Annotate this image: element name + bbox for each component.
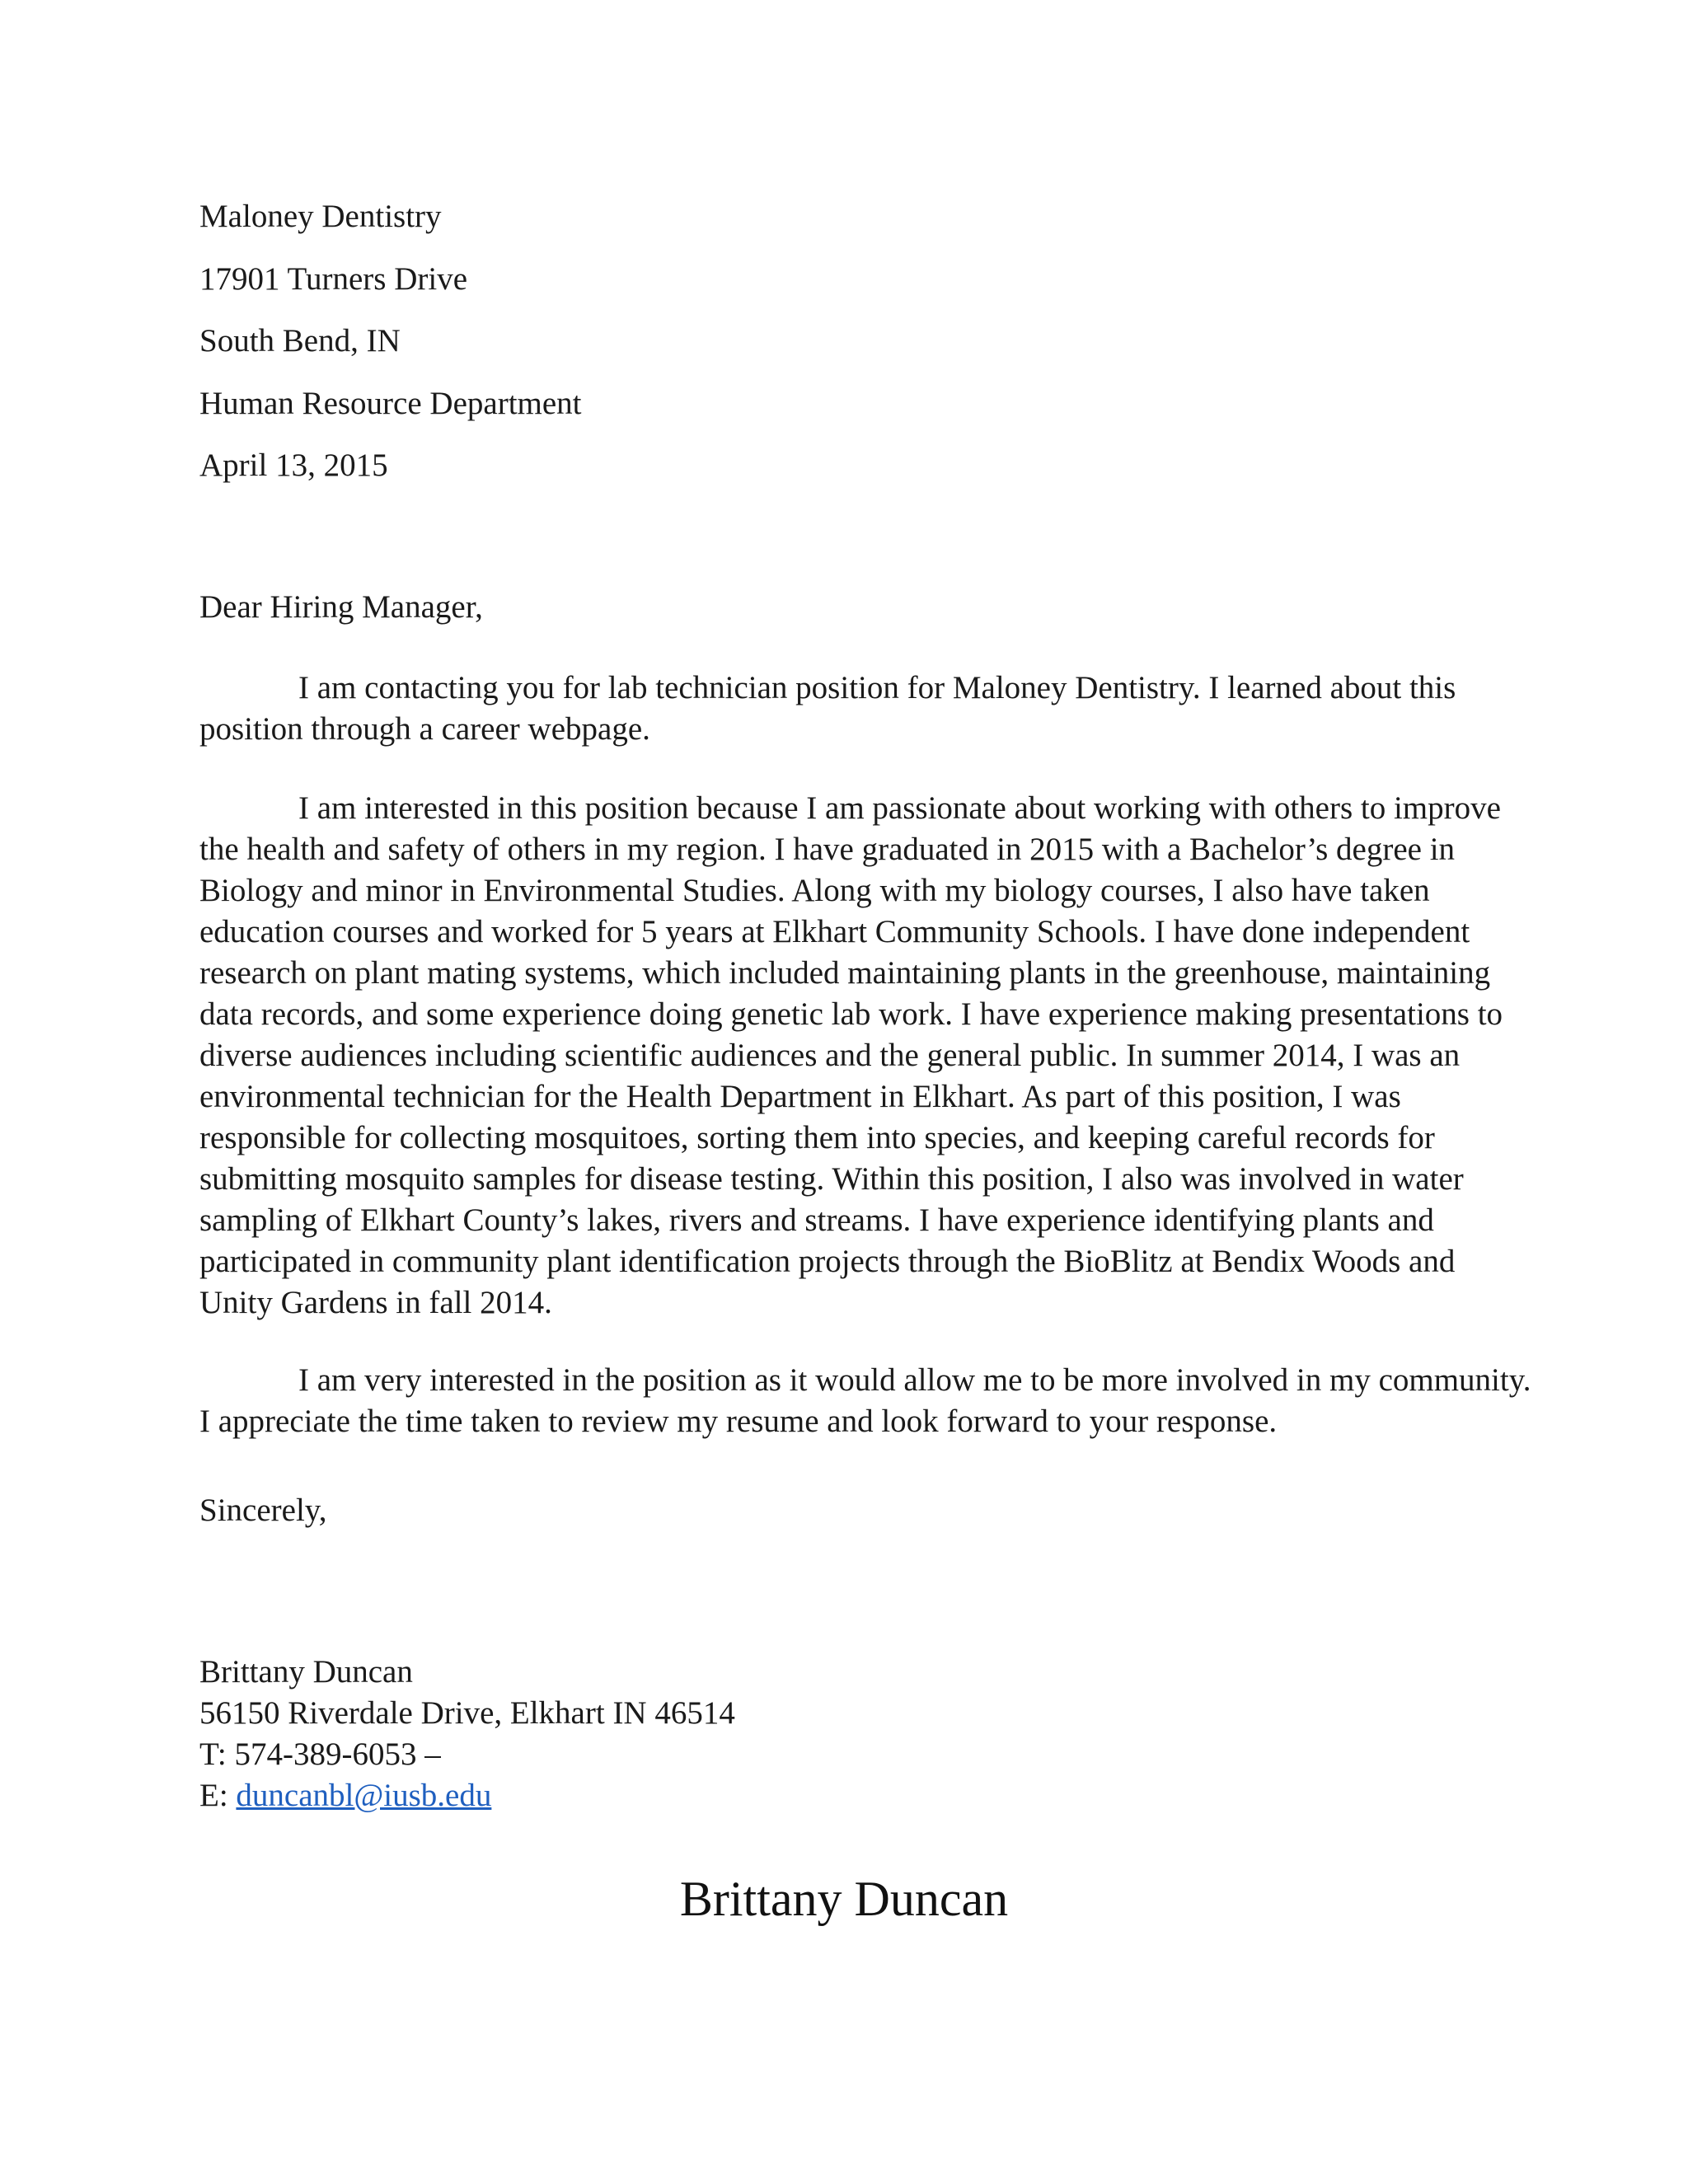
sender-email-link[interactable]: duncanbl@iusb.edu [236,1778,492,1813]
sender-address: 56150 Riverdale Drive, Elkhart IN 46514 [199,1695,735,1731]
closing: Sincerely, [199,1493,327,1528]
paragraph-qualifications: I am interested in this position because I am passionate about working with others to improve the health and safety of others in my region. I have graduated in 2015 with a Bachelor’s degree in Biology and minor in Environmental Studies. Along with my biology courses, I also have taken education courses and worked for 5 years at Elkhart Community Schools. I have done independent research on plant mating systems, which included maintaining plants in the greenhouse, maintaining data records, and some experience doing genetic lab work. I have experience making presentations to diverse audiences including scientific audiences and the general public. In summer 2014, I was an environmental technician for the Health Department in Elkhart. As part of this position, I was responsible for collecting mosquitoes, sorting them into species, and keeping careful records for submitting mosquito samples for disease testing. Within this position, I also was involved in water sampling of Elkhart County’s lakes, rivers and streams. I have experience identifying plants and participated in community plant identification projects through the BioBlitz at Bendix Woods and Unity Gardens in fall 2014. [199,790,1503,1320]
paragraph-intro: I am contacting you for lab technician position for Maloney Dentistry. I learned about this position through a career webpage. [199,670,1456,747]
recipient-city-state: South Bend, IN [199,323,401,359]
recipient-company: Maloney Dentistry [199,199,442,234]
sender-phone: T: 574-389-6053 – [199,1736,441,1772]
sender-name: Brittany Duncan [199,1654,413,1690]
paragraph-closing: I am very interested in the position as it would allow me to be more involved in my community. I appreciate the time taken to review my resume and look forward to your response. [199,1362,1531,1439]
sender-email-line [199,1779,491,1811]
letter-date: April 13, 2015 [199,448,388,483]
signature: Brittany Duncan [679,1872,1009,1926]
recipient-department: Human Resource Department [199,386,582,421]
salutation: Dear Hiring Manager, [199,589,483,625]
sender-email-prefix: E: [199,1778,237,1813]
recipient-street: 17901 Turners Drive [199,261,468,297]
